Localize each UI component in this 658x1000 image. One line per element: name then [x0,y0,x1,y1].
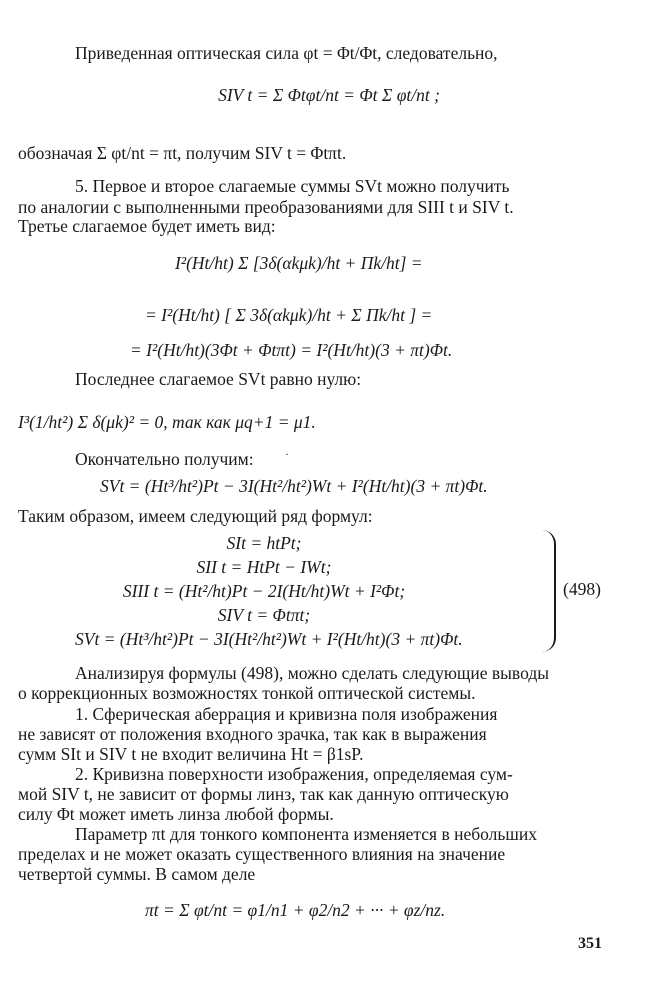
equation-number: (498) [563,579,601,599]
text-line: не зависят от положения входного зрачка, так как в выражения [18,724,487,744]
formula-line: SIV t = Σ Φtφt/nt = Φt Σ φt/nt ; [218,85,440,105]
text-line: Параметр πt для тонкого компонента изменяется в небольших [75,824,537,844]
system-formula-3: SIII t = (Ht²/ht)Pt − 2I(Ht/ht)Wt + I²Φt; [122,581,406,601]
page-number: 351 [578,935,602,952]
text-line: 5. Первое и второе слагаемые суммы SVt можно получить [75,176,510,196]
text-line: Приведенная оптическая сила φt = Φt/Φt, следовательно, [75,43,498,63]
text-line: Последнее слагаемое SVt равно нулю: [75,369,362,389]
text-line: четвертой суммы. В самом деле [18,864,256,884]
text-line: мой SIV t, не зависит от формы линз, так как данную оптическую [18,784,509,804]
text-line: пределах и не может оказать существенного влияния на значение [18,844,506,864]
text-line: о коррекционных возможностях тонкой оптической системы. [18,683,476,703]
formula-line: SVt = (Ht³/ht²)Pt − 3I(Ht²/ht²)Wt + I²(Ht/ht)(3 + πt)Φt. [100,476,488,496]
text-line: сумм SIt и SIV t не входит величина Ht = β1sP. [18,744,364,764]
text-line: обозначая Σ φt/nt = πt, получим SIV t = Φtπt. [18,143,347,163]
system-formula-5: SVt = (Ht³/ht²)Pt − 3I(Ht²/ht²)Wt + I²(Ht/ht)(3 + πt)Φt. [75,629,463,649]
text-line: Окончательно получим: [75,449,254,469]
text-line: Таким образом, имеем следующий ряд формул: [18,506,373,526]
text-line: по аналогии с выполненными преобразованиями для SIII t и SIV t. [18,197,514,217]
text-line: 1. Сферическая аберрация и кривизна поля изображения [75,704,498,724]
formula-line: I³(1/ht²) Σ δ(μk)² = 0, так как μq+1 = μ1. [18,412,316,432]
system-formula-4: SIV t = Φtπt; [217,605,311,625]
right-brace [540,530,556,652]
formula-line: I²(Ht/ht) Σ [3δ(αkμk)/ht + Πk/ht] = [175,253,423,273]
text-line: силу Φt может иметь линза любой формы. [18,804,334,824]
system-formula-1: SIt = htPt; [226,533,302,553]
system-formula-2: SII t = HtPt − IWt; [196,557,332,577]
text-line: Анализируя формулы (498), можно сделать следующие выводы [75,663,549,683]
text-line: Третье слагаемое будет иметь вид: [18,216,276,236]
text-line: 2. Кривизна поверхности изображения, определяемая сум- [75,764,513,784]
stray-mark: · [285,447,289,461]
formula-line: = I²(Ht/ht)(3Φt + Φtπt) = I²(Ht/ht)(3 + πt)Φt. [130,340,453,360]
formula-line: = I²(Ht/ht) [ Σ 3δ(αkμk)/ht + Σ Πk/ht ] = [145,305,433,325]
formula-line: πt = Σ φt/nt = φ1/n1 + φ2/n2 + ··· + φz/nz. [145,900,446,920]
